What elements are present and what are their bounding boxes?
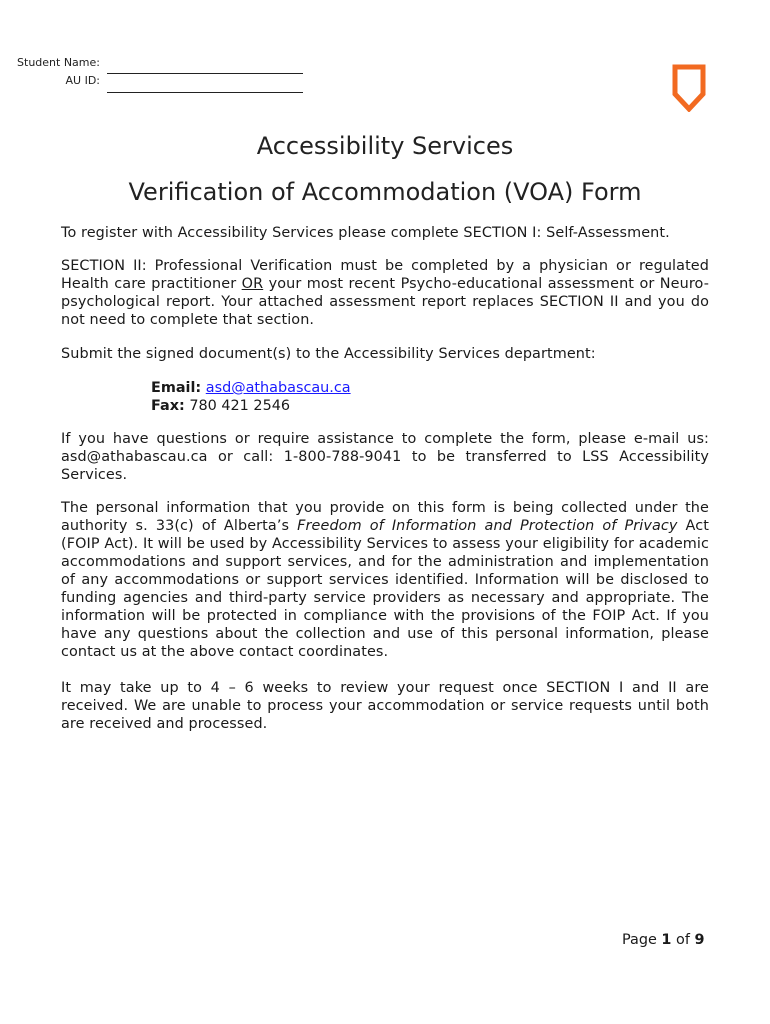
au-id-label: AU ID: bbox=[65, 74, 100, 87]
page-of-word: of bbox=[676, 932, 690, 948]
submit-paragraph: Submit the signed document(s) to the Accessibility Services department: bbox=[61, 346, 596, 362]
page-word: Page bbox=[622, 932, 657, 948]
page-number bbox=[622, 932, 704, 948]
privacy-act-name: Freedom of Information and Protection of Privacy bbox=[297, 518, 678, 534]
page-subtitle: Verification of Accommodation (VOA) Form bbox=[128, 178, 642, 206]
section2-text-a: SECTION II: Professional Verification must be completed by a physician or regulated Health care practitioner bbox=[61, 258, 709, 292]
privacy-paragraph bbox=[61, 499, 709, 661]
privacy-text-b: Act (FOIP Act). It will be used by Accessibility Services to assess your eligibility for academic accommodations and support services, and for the administration and implementation of any accommodations or support services identified. Information will be disclosed to funding agencies and third-party service providers as necessary and appropriate. The information will be protected in compliance with the provisions of the FOIP Act. If you have any questions about the collection and use of this personal information, please contact us at the above contact coordinates. bbox=[61, 518, 709, 660]
page-current: 1 bbox=[661, 932, 672, 948]
fax-number: 780 421 2546 bbox=[189, 398, 291, 414]
page-total: 9 bbox=[694, 932, 705, 948]
contact-fax-row bbox=[151, 397, 290, 415]
au-id-field[interactable] bbox=[107, 92, 303, 93]
student-name-label: Student Name: bbox=[17, 56, 100, 69]
timeline-paragraph: It may take up to 4 – 6 weeks to review your request once SECTION I and II are received. We are unable to process your accommodation or service requests until both are received and processed. bbox=[61, 680, 709, 732]
section2-text-b: your most recent Psycho-educational assessment or Neuro-psychological report. Your attached assessment report replaces SECTION II and you do not need to complete that section. bbox=[61, 276, 709, 328]
contact-email-row bbox=[151, 379, 351, 397]
student-name-field[interactable] bbox=[107, 73, 303, 74]
email-label: Email: bbox=[151, 380, 202, 396]
questions-paragraph: If you have questions or require assistance to complete the form, please e-mail us: asd@athabascau.ca or call: 1-800-788-9041 to be transferred to LSS Accessibility Services. bbox=[61, 431, 709, 483]
page-title: Accessibility Services bbox=[256, 132, 514, 160]
intro-paragraph: To register with Accessibility Services please complete SECTION I: Self-Assessment. bbox=[61, 225, 670, 241]
fax-label: Fax: bbox=[151, 398, 185, 414]
privacy-text-a: The personal information that you provide on this form is being collected under the authority s. 33(c) of Alberta’s bbox=[61, 500, 709, 534]
email-link[interactable]: asd@athabascau.ca bbox=[205, 380, 351, 396]
athabasca-shield-logo-icon bbox=[672, 64, 706, 112]
section2-paragraph bbox=[61, 257, 709, 329]
section2-or: OR bbox=[241, 276, 264, 292]
